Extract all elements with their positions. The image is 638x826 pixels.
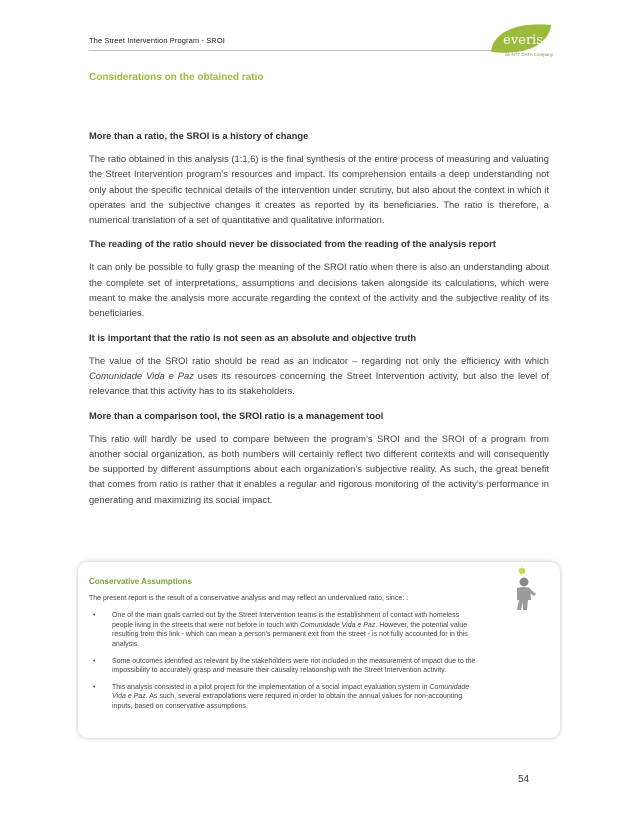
list-item-text: This analysis consisted in a pilot project for the implementation of a social impact evaluation system in [112, 683, 430, 691]
list-item-text: One of the main goals carried out by the Street Intervention teams is the establishment of contact with homeless people living in the streets that were not before in touch with [112, 612, 460, 629]
organization-name: Comunidade Vida e Paz [112, 683, 470, 701]
page-number: 54 [518, 774, 530, 785]
paragraph-management-tool: This ratio will hardly be used to compare between the program’s SROI and the SROI of a program from another social organization, as both numbers will certainly reflect two different contexts and will consequently be supported by different assumptions about each organization’s subjective reality. As such, the great benefit that comes from ratio is rather that it enables a regular and rigorous monitoring of the activity's performance in generating and maximizing its social impact. [89, 432, 549, 505]
paragraph-not-absolute-truth [89, 353, 549, 399]
organization-name: Comunidade Vida e Paz [89, 369, 194, 381]
paragraph-text-end: uses its resources concerning the Street Intervention activity, but also the level of relevance that this activity has to its stakeholders. [89, 369, 549, 397]
section-heading-history-of-change: More than a ratio, the SROI is a history of change [89, 130, 309, 141]
assumptions-list [89, 611, 481, 711]
box-content [89, 577, 481, 719]
list-item-text: Some outcomes identified as relevant by the stakeholders were not included in the measurement of impact due to the impossibility to accurately grasp and measure their causality relationship with the Street Intervention activity. [112, 657, 476, 675]
list-item [89, 683, 481, 712]
main-content [89, 128, 549, 516]
box-intro: The present report is the result of a conservative analysis and may reflect an undervalued ratio, since: : [89, 594, 409, 602]
logo-text: everis [503, 33, 543, 48]
bullet-marker: • [93, 657, 96, 665]
paragraph-reading-report: It can only be possible to fully grasp the meaning of the SROI ratio when there is also an understanding about the complete set of interpretations, assumptions and decisions taken alongside its calculations, which were meant to make the analysis more accurate regarding the context of the activity and the subjective reality of its beneficiaries. [89, 261, 549, 319]
bullet-marker: • [93, 612, 96, 620]
list-item-text-end: . However, the potential value resulting from this link - which can mean a person's permanent exit from the street - is not fully accounted for in this analysis. [112, 621, 468, 648]
list-item [89, 611, 481, 649]
paragraph-history-of-change: The ratio obtained in this analysis (1:1,6) is the final synthesis of the entire process of measuring and valuating the Street Intervention program’s resources and impact. Its comprehension entails a deep understanding not only about the specific technical details of the intervention under scrutiny, but also about the context in which it operates and the subjective changes it creates as reported by its beneficiaries. The ratio is therefore, a numerical translation of a set of quantitative and qualitative information. [89, 153, 549, 226]
list-item-text-end: . As such, several extrapolations were required in order to obtain the annual values for non-accounting inputs, based on conservative assumptions. [112, 693, 463, 710]
box-title: Conservative Assumptions [89, 577, 192, 586]
bullet-marker: • [93, 683, 96, 691]
organization-name: Comunidade Vida e Paz [299, 621, 376, 629]
section-title: Considerations on the obtained ratio [89, 72, 264, 83]
section-heading-reading-report: The reading of the ratio should never be dissociated from the reading of the analysis report [89, 238, 496, 250]
header-divider [89, 50, 491, 51]
running-header-title: The Street Intervention Program - SROI [89, 36, 225, 45]
paragraph-text-start: The value of the SROI ratio should be read as an indicator – regarding not only the efficiency with which [89, 354, 549, 366]
section-heading-not-absolute-truth: It is important that the ratio is not seen as an absolute and objective truth [89, 331, 417, 343]
section-heading-management-tool: More than a comparison tool, the SROI ratio is a management tool [89, 409, 384, 421]
logo-tagline: an NTT DATA Company [505, 52, 553, 57]
conservative-assumptions-box [78, 562, 560, 738]
idea-person-icon [508, 566, 542, 612]
list-item [89, 657, 481, 676]
